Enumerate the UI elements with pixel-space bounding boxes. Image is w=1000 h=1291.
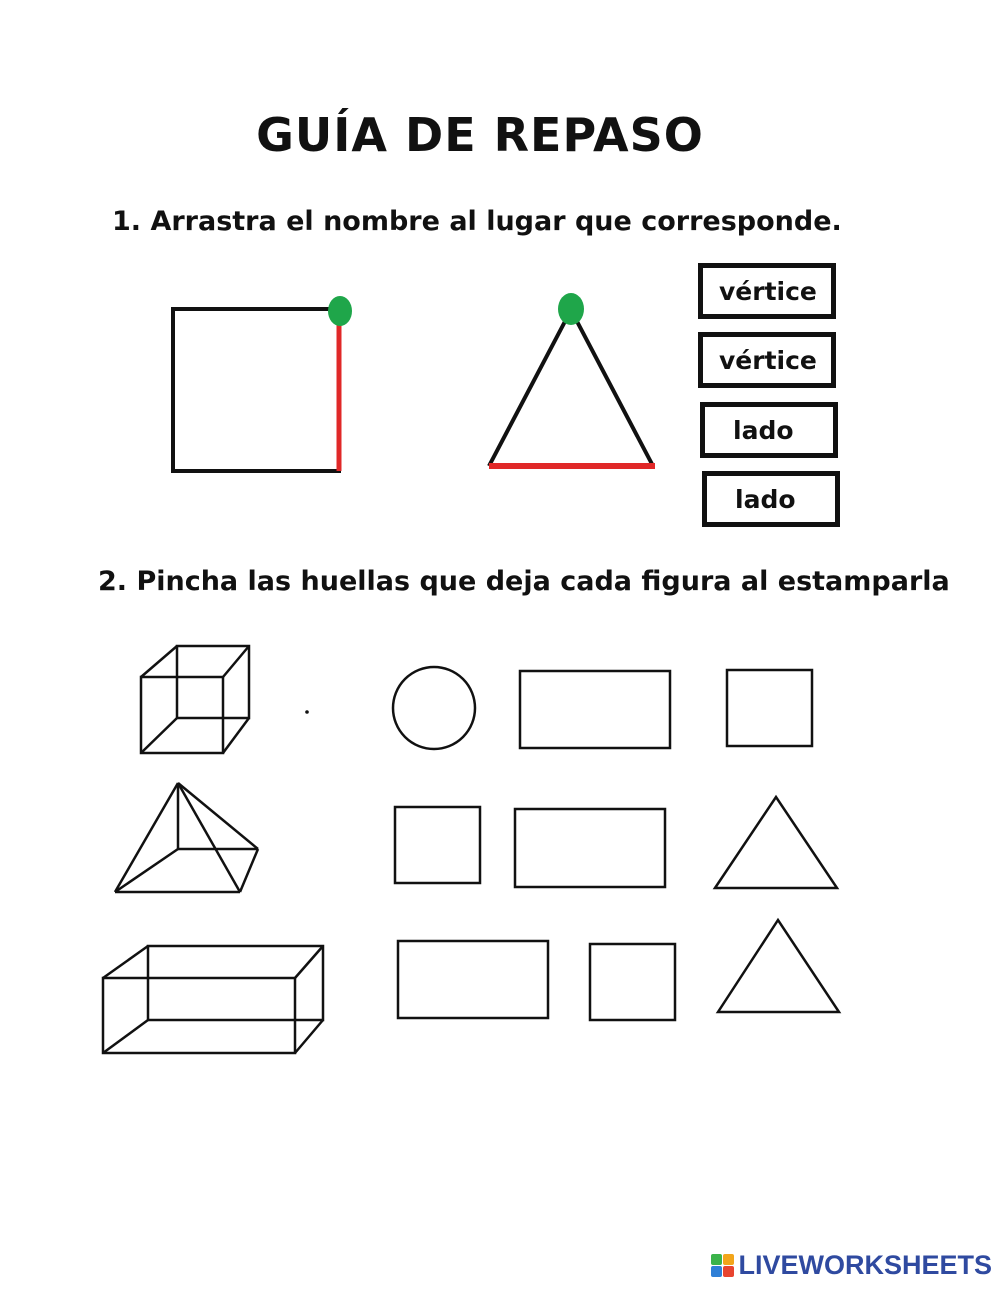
- question-2-instruction: 2. Pincha las huellas que deja cada figura al estamparla: [98, 566, 950, 597]
- print-option-square[interactable]: [395, 807, 480, 883]
- page-title: GUÍA DE REPASO: [256, 108, 704, 162]
- square-outline: [173, 309, 339, 471]
- print-option-rectangle[interactable]: [515, 809, 665, 887]
- stray-dot: [305, 710, 309, 714]
- triangle-outline: [489, 310, 653, 466]
- print-option-triangle[interactable]: [718, 920, 839, 1012]
- square-vertex-marker: [328, 296, 352, 326]
- brand-name: LIVEWORKSHEETS: [738, 1250, 992, 1280]
- drag-label-lado[interactable]: lado: [702, 471, 840, 527]
- brand: [711, 1250, 992, 1281]
- cube-icon: [141, 646, 249, 753]
- drag-label-lado[interactable]: lado: [700, 402, 838, 458]
- question-1-instruction: 1. Arrastra el nombre al lugar que corresponde.: [112, 206, 842, 237]
- print-option-circle[interactable]: [393, 667, 475, 749]
- rectangular-prism-icon: [103, 946, 323, 1053]
- liveworksheets-logo-icon: [711, 1254, 734, 1277]
- drag-label-vertice[interactable]: vértice: [698, 332, 836, 388]
- print-option-rectangle[interactable]: [520, 671, 670, 748]
- print-option-square[interactable]: [727, 670, 812, 746]
- triangle-figure: [489, 293, 655, 466]
- print-option-rectangle[interactable]: [398, 941, 548, 1018]
- triangle-vertex-marker: [558, 293, 584, 325]
- print-option-triangle[interactable]: [715, 797, 837, 888]
- drag-label-vertice[interactable]: vértice: [698, 263, 836, 319]
- print-option-square[interactable]: [590, 944, 675, 1020]
- square-pyramid-icon: [115, 783, 258, 892]
- square-figure: [173, 296, 352, 471]
